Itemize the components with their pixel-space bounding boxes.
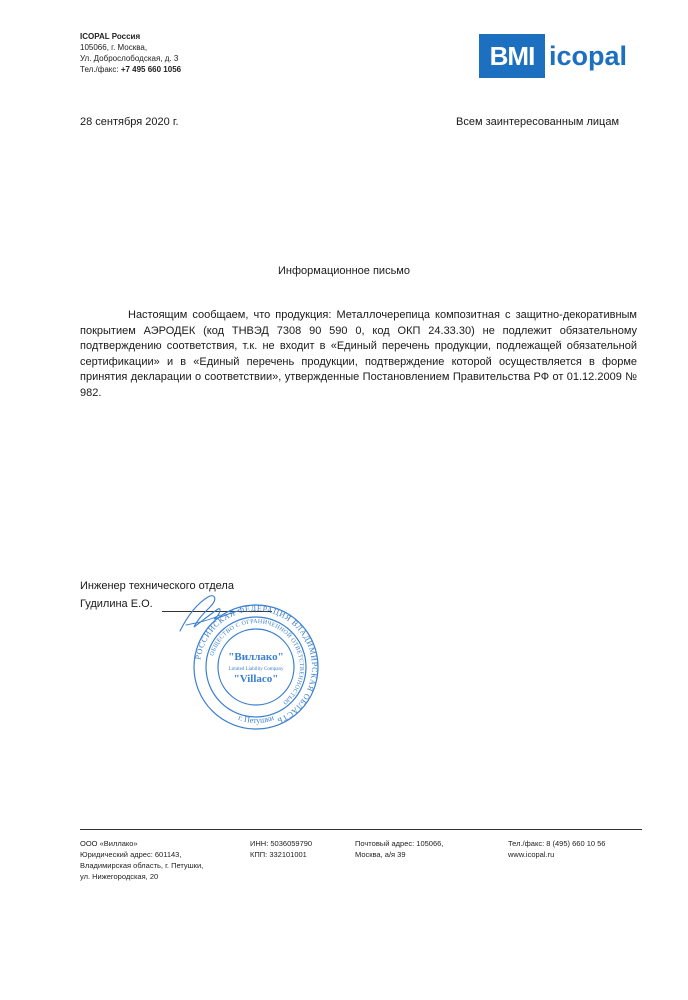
sender-phone: +7 495 660 1056 — [120, 65, 182, 74]
stamp-subtitle: Limited Liability Company — [228, 667, 284, 672]
footer-line: Москва, а/я 39 — [355, 850, 406, 859]
footer-line: ул. Нижегородская, 20 — [80, 872, 159, 881]
footer-line: Юридический адрес: 601143, — [80, 850, 182, 859]
letter-body: Настоящим сообщаем, что продукция: Металлочерепица композитная с защитно-декоративным покрытием АЭРОДЕК (код ТНВЭД 7308 90 590 0, код ОКП 24.33.30) не подлежит обязательному подтверждению соответствия, т.к. не входит в «Единый перечень продукции, подлежащей обязательной сертификации» и в «Единый перечень продукции, подтверждение которой осуществляется в форме принятия декларации о соответствии», утвержденные Постановлением Правительства РФ от 01.12.2009 № 982. — [80, 309, 637, 399]
sender-postcode-city: 105066, г. Москва, — [80, 43, 148, 52]
footer-line: ИНН: 5036059790 — [250, 839, 313, 848]
stamp-ring-text: ОБЩЕСТВО С ОГРАНИЧЕННОЙ ОТВЕТСТВЕННОСТЬЮ — [209, 618, 305, 706]
bmi-icopal-logo — [479, 34, 637, 78]
signature-name: Гудилина Е.О. — [80, 598, 153, 610]
stamp-outer-text: РОССИЙСКАЯ ФЕДЕРАЦИЯ ВЛАДИМИРСКАЯ ОБЛАСТЬ — [193, 603, 320, 726]
footer-line: Тел./факс: 8 (495) 660 10 56 — [508, 839, 606, 848]
sender-phone-label: Тел./факс: — [80, 65, 121, 74]
logo-icopal-text: icopal — [549, 41, 628, 71]
stamp-name-en: "Villaco" — [233, 673, 279, 685]
sender-street: Ул. Доброслободская, д. 3 — [80, 54, 179, 63]
stamp-bottom-text: г. Петушки — [237, 712, 275, 726]
sender-block — [80, 31, 181, 75]
footer-line: Почтовый адрес: 105066, — [355, 839, 444, 848]
stamp-name-ru: "Виллако" — [228, 651, 284, 663]
letter-date: 28 сентября 2020 г. — [80, 116, 179, 128]
sender-company-name: ICOPAL Россия — [80, 32, 141, 41]
footer-line: ООО «Виллако» — [80, 839, 138, 848]
footer-line: Владимирская область, г. Петушки, — [80, 861, 204, 870]
footer-tax-ids — [250, 838, 312, 860]
footer-company-address — [80, 838, 203, 882]
footer-line: www.icopal.ru — [508, 850, 555, 859]
sender-phone-line — [80, 64, 181, 75]
footer-contacts — [508, 838, 605, 860]
handwritten-signature — [160, 585, 250, 640]
letter-title: Информационное письмо — [278, 265, 410, 277]
logo-bmi-box: BMI — [479, 34, 545, 78]
letter-addressee: Всем заинтересованным лицам — [456, 116, 620, 128]
footer-line: КПП: 332101001 — [250, 850, 307, 859]
footer-divider — [80, 829, 642, 830]
svg-text:г. Петушки — [237, 713, 276, 725]
signature-role: Инженер технического отдела — [80, 580, 234, 592]
footer-postal-address — [355, 838, 443, 860]
